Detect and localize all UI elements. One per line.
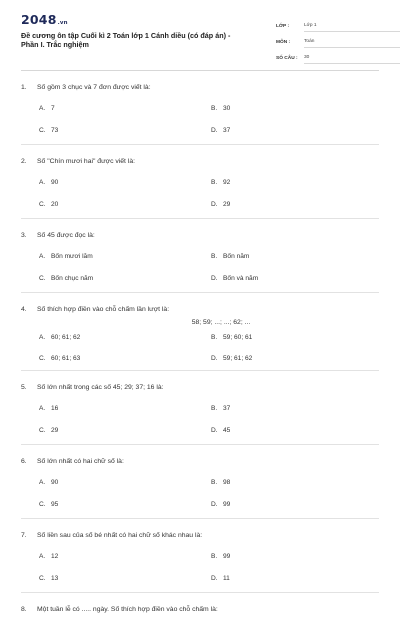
question-3 — [21, 219, 379, 293]
question-prompt: Số thích hợp điền vào chỗ chấm lần lượt là: — [37, 306, 170, 313]
option-text: 99 — [223, 501, 231, 508]
option-text: Bốn năm — [223, 253, 250, 260]
option-c[interactable] — [39, 427, 58, 434]
option-d[interactable] — [211, 575, 230, 582]
option-text: 59; 61; 62 — [223, 355, 253, 362]
question-text — [21, 232, 95, 239]
option-letter: A. — [39, 179, 46, 186]
document-title: Đề cương ôn tập Cuối kì 2 Toán lớp 1 Cánh diều (có đáp án) - Phần I. Trắc nghiệm — [21, 31, 231, 49]
question-text — [21, 532, 202, 539]
option-text: 37 — [223, 127, 231, 134]
option-text: 29 — [51, 427, 59, 434]
question-text — [21, 384, 164, 391]
question-number: 8. — [21, 606, 27, 613]
option-text: 30 — [223, 105, 231, 112]
option-letter: A. — [39, 553, 46, 560]
question-number: 2. — [21, 158, 27, 165]
option-text: 29 — [223, 201, 231, 208]
option-c[interactable] — [39, 501, 58, 508]
option-text: 90 — [51, 179, 59, 186]
option-text: 73 — [51, 127, 59, 134]
header — [21, 0, 379, 68]
meta-row-subject — [276, 32, 400, 48]
option-text: 92 — [223, 179, 231, 186]
option-text: 90 — [51, 479, 59, 486]
option-text: 60; 61; 63 — [51, 355, 81, 362]
option-letter: B. — [211, 479, 218, 486]
option-letter: B. — [211, 179, 218, 186]
option-letter: C. — [39, 575, 46, 582]
logo-text: 2048 — [21, 12, 57, 27]
option-letter: A. — [39, 334, 46, 341]
option-text: 16 — [51, 405, 59, 412]
option-text: 20 — [51, 201, 59, 208]
option-a[interactable] — [39, 405, 58, 412]
option-letter: B. — [211, 253, 218, 260]
logo-tld: .vn — [57, 20, 68, 26]
option-letter: B. — [211, 334, 218, 341]
question-number: 7. — [21, 532, 27, 539]
option-text: Bốn mươi lăm — [51, 253, 93, 260]
meta-key: MÔN : — [276, 40, 291, 45]
meta-value: 30 — [304, 55, 400, 64]
option-letter: B. — [211, 553, 218, 560]
question-5 — [21, 371, 379, 445]
question-number: 5. — [21, 384, 27, 391]
option-letter: D. — [211, 501, 218, 508]
option-text: 45 — [223, 427, 231, 434]
option-c[interactable] — [39, 275, 93, 282]
option-text: Bốn và năm — [223, 275, 259, 282]
question-8 — [21, 593, 379, 633]
meta-panel — [276, 16, 400, 64]
question-prompt: Số gồm 3 chục và 7 đơn được viết là: — [37, 84, 151, 91]
option-a[interactable] — [39, 553, 58, 560]
option-d[interactable] — [211, 427, 230, 434]
question-prompt: Số 45 được đọc là: — [37, 232, 95, 239]
option-text: 95 — [51, 501, 59, 508]
meta-row-grade — [276, 16, 400, 32]
option-c[interactable] — [39, 575, 58, 582]
meta-key: SỐ CÂU : — [276, 56, 298, 61]
option-b[interactable] — [211, 479, 230, 486]
option-text: 99 — [223, 553, 231, 560]
option-b[interactable] — [211, 553, 230, 560]
question-2 — [21, 145, 379, 219]
question-prompt: Số liền sau của số bé nhất có hai chữ số khác nhau là: — [37, 532, 203, 539]
option-letter: A. — [39, 105, 46, 112]
meta-value: Toán — [304, 39, 400, 48]
question-text — [21, 84, 151, 91]
option-text: 7 — [51, 105, 55, 112]
option-d[interactable] — [211, 355, 252, 362]
option-letter: C. — [39, 355, 46, 362]
option-text: 11 — [223, 575, 230, 582]
question-number: 3. — [21, 232, 27, 239]
option-a[interactable] — [39, 334, 80, 341]
question-prompt: Số lớn nhất có hai chữ số là: — [37, 458, 124, 465]
question-text — [21, 458, 124, 465]
option-letter: A. — [39, 253, 46, 260]
option-d[interactable] — [211, 275, 258, 282]
question-text — [21, 158, 135, 165]
option-letter: A. — [39, 479, 46, 486]
option-text: Bốn chục năm — [51, 275, 94, 282]
meta-value: Lớp 1 — [304, 23, 400, 32]
meta-key: LỚP : — [276, 24, 290, 29]
option-c[interactable] — [39, 201, 58, 208]
option-letter: D. — [211, 427, 218, 434]
question-text — [21, 606, 218, 613]
option-text: 60; 61; 62 — [51, 334, 81, 341]
option-a[interactable] — [39, 105, 55, 112]
option-letter: D. — [211, 275, 218, 282]
option-b[interactable] — [211, 253, 249, 260]
option-d[interactable] — [211, 201, 230, 208]
option-b[interactable] — [211, 334, 252, 341]
question-prompt: Số "Chín mươi hai" được viết là: — [37, 158, 136, 165]
option-a[interactable] — [39, 253, 93, 260]
option-letter: C. — [39, 275, 46, 282]
option-a[interactable] — [39, 479, 58, 486]
option-letter: D. — [211, 355, 218, 362]
option-text: 12 — [51, 553, 59, 560]
question-prompt: Một tuần lễ có ..... ngày. Số thích hợp điền vào chỗ chấm là: — [37, 606, 218, 613]
option-letter: C. — [39, 427, 46, 434]
option-letter: D. — [211, 575, 218, 582]
option-letter: C. — [39, 127, 46, 134]
option-letter: B. — [211, 405, 218, 412]
question-sequence: 58; 59; ...; ...; 62; ... — [191, 319, 251, 326]
option-text: 59; 60; 61 — [223, 334, 253, 341]
question-text — [21, 306, 169, 313]
question-7 — [21, 519, 379, 593]
question-number: 1. — [21, 84, 27, 91]
option-text: 37 — [223, 405, 231, 412]
question-4 — [21, 293, 379, 371]
option-b[interactable] — [211, 105, 230, 112]
option-letter: D. — [211, 127, 218, 134]
question-number: 6. — [21, 458, 27, 465]
option-text: 98 — [223, 479, 231, 486]
option-d[interactable] — [211, 501, 230, 508]
option-letter: B. — [211, 105, 218, 112]
meta-row-count — [276, 48, 400, 64]
option-b[interactable] — [211, 179, 230, 186]
option-b[interactable] — [211, 405, 230, 412]
option-c[interactable] — [39, 355, 80, 362]
question-prompt: Số lớn nhất trong các số 45; 29; 37; 16 là: — [37, 384, 164, 391]
option-d[interactable] — [211, 127, 230, 134]
option-letter: D. — [211, 201, 218, 208]
question-1 — [21, 71, 379, 145]
option-letter: A. — [39, 405, 46, 412]
option-a[interactable] — [39, 179, 58, 186]
question-6 — [21, 445, 379, 519]
option-letter: C. — [39, 201, 46, 208]
question-number: 4. — [21, 306, 27, 313]
option-c[interactable] — [39, 127, 58, 134]
option-letter: C. — [39, 501, 46, 508]
option-text: 13 — [51, 575, 59, 582]
